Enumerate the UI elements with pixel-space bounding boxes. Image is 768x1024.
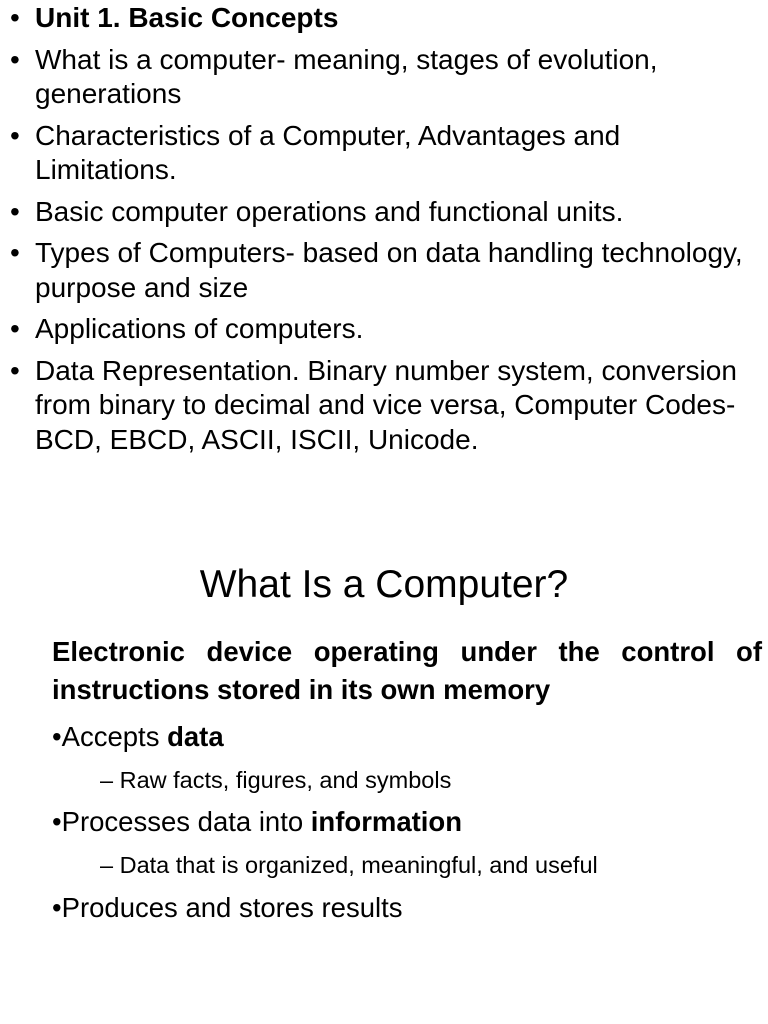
list-item-unit-heading: [10, 1, 760, 36]
point-processes-data: [52, 803, 462, 841]
list-item: [10, 236, 760, 305]
point-keyword: data: [167, 721, 224, 752]
list-item: [10, 43, 760, 112]
point-accepts-data: [52, 718, 224, 756]
bullet-icon: •: [10, 43, 20, 75]
point-text: •Accepts: [52, 721, 168, 752]
slide-what-is-a-computer: [0, 540, 768, 1024]
list-item-text: What is a computer- meaning, stages of evolution, generations: [35, 43, 658, 109]
slide-title: What Is a Computer?: [199, 563, 569, 606]
list-item: [10, 119, 760, 188]
list-item: [10, 195, 760, 230]
topic-list: [10, 1, 760, 464]
point-produces-results: [52, 889, 403, 927]
list-item-text: Basic computer operations and functional units.: [35, 195, 624, 227]
bullet-icon: •: [10, 313, 20, 344]
list-item-text: Types of Computers- based on data handling technology, purpose and size: [35, 237, 743, 303]
list-item-text: Applications of computers.: [35, 313, 364, 344]
slide-unit-1: [0, 0, 768, 500]
point-text: •Produces and stores results: [52, 892, 403, 923]
bullet-icon: •: [10, 354, 20, 386]
bullet-icon: •: [10, 2, 20, 33]
bullet-icon: •: [10, 195, 20, 227]
bullet-icon: •: [10, 119, 20, 151]
list-item-text: Characteristics of a Computer, Advantages and Limitations.: [35, 119, 621, 185]
list-item-text: Data Representation. Binary number system, conversion from binary to decimal and vice versa, Computer Codes- BCD, EBCD, ASCII, ISCII, Unicode.: [35, 354, 737, 455]
definition-text: Electronic device operating under the control of instructions stored in its own memory: [52, 636, 762, 705]
unit-heading: Unit 1. Basic Concepts: [35, 2, 339, 33]
sub-point: – Raw facts, figures, and symbols: [100, 767, 452, 793]
list-item: [10, 354, 760, 458]
sub-point: – Data that is organized, meaningful, and useful: [100, 852, 598, 878]
list-item: [10, 312, 760, 347]
point-text: •Processes data into: [52, 806, 311, 837]
point-keyword: information: [310, 806, 463, 837]
bullet-icon: •: [10, 237, 20, 268]
